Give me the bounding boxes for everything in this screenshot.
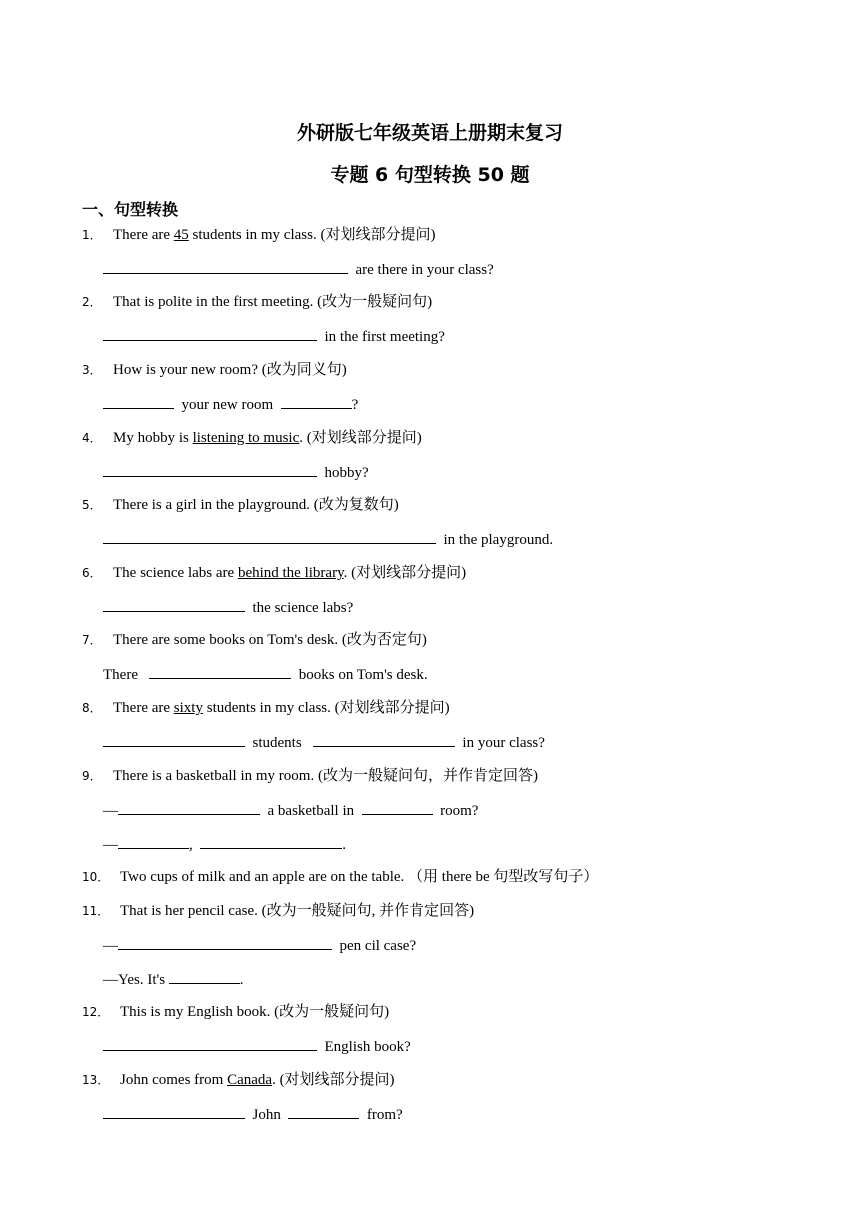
answer-blank[interactable] xyxy=(103,326,317,341)
underlined-part: sixty xyxy=(173,700,203,716)
question-3: 3． How is your new room? (改为同义句) xyxy=(82,362,347,378)
answer-line-2: in the first meeting? xyxy=(103,326,445,347)
underlined-part: Canada xyxy=(227,1072,273,1088)
answer-blank[interactable] xyxy=(169,969,240,984)
answer-line-11b: —Yes. It's . xyxy=(103,969,244,990)
answer-line-9a: — a basketball in room? xyxy=(103,800,478,821)
answer-line-7: There books on Tom's desk. xyxy=(103,664,428,685)
answer-line-5: in the playground. xyxy=(103,529,553,550)
answer-line-1: are there in your class? xyxy=(103,259,494,280)
answer-blank[interactable] xyxy=(103,732,245,747)
question-2: 2． That is polite in the first meeting. (改为一般疑问句) xyxy=(82,294,433,310)
answer-line-12: English book? xyxy=(103,1036,411,1057)
answer-blank[interactable] xyxy=(103,597,245,612)
question-5: 5． There is a girl in the playground. (改为复数句) xyxy=(82,497,399,513)
section-heading: 一、句型转换 xyxy=(82,200,179,219)
question-12: 12． This is my English book. (改为一般疑问句) xyxy=(82,1004,390,1020)
question-6: 6． The science labs are behind the library. (对划线部分提问) xyxy=(82,565,467,581)
answer-line-9b: — , . xyxy=(103,834,346,855)
answer-blank[interactable] xyxy=(103,462,317,477)
question-9: 9． There is a basketball in my room. (改为一般疑问句，并作肯定回答) xyxy=(82,768,538,784)
answer-line-8: students in your class? xyxy=(103,732,545,753)
answer-blank[interactable] xyxy=(288,1104,359,1119)
answer-blank[interactable] xyxy=(103,1104,245,1119)
answer-blank[interactable] xyxy=(103,394,174,409)
underlined-part: listening to music xyxy=(192,430,300,446)
answer-blank[interactable] xyxy=(362,800,433,815)
question-4: 4． My hobby is listening to music. (对划线部分提问) xyxy=(82,430,422,446)
answer-line-6: the science labs? xyxy=(103,597,353,618)
answer-blank[interactable] xyxy=(103,529,436,544)
answer-blank[interactable] xyxy=(103,1036,317,1051)
question-7: 7． There are some books on Tom's desk. (改为否定句) xyxy=(82,632,427,648)
answer-line-13: John from? xyxy=(103,1104,403,1125)
answer-blank[interactable] xyxy=(200,834,342,849)
doc-title: 外研版七年级英语上册期末复习 xyxy=(296,122,563,144)
answer-blank[interactable] xyxy=(281,394,352,409)
answer-blank[interactable] xyxy=(313,732,455,747)
answer-blank[interactable] xyxy=(118,800,260,815)
underlined-part: 45 xyxy=(173,227,189,243)
answer-blank[interactable] xyxy=(118,834,189,849)
answer-line-3: your new room ? xyxy=(103,394,358,415)
answer-line-11a: — pen cil case? xyxy=(103,935,416,956)
question-1: 1． There are 45 students in my class. (对划线部分提问) xyxy=(82,227,436,243)
answer-blank[interactable] xyxy=(149,664,291,679)
underlined-part: behind the library xyxy=(237,565,344,581)
question-8: 8． There are sixty students in my class. (对划线部分提问) xyxy=(82,700,450,716)
answer-blank[interactable] xyxy=(118,935,332,950)
question-10: 10． Two cups of milk and an apple are on the table. （用 there be 句型改写句子） xyxy=(82,869,599,885)
question-13: 13． John comes from Canada. (对划线部分提问) xyxy=(82,1072,395,1088)
answer-line-4: hobby? xyxy=(103,462,369,483)
answer-blank[interactable] xyxy=(103,259,348,274)
question-number: 1． xyxy=(82,228,102,242)
doc-subtitle: 专题 6 句型转换 50 题 xyxy=(330,164,530,186)
question-11: 11． That is her pencil case. (改为一般疑问句, 并作肯定回答) xyxy=(82,903,475,919)
